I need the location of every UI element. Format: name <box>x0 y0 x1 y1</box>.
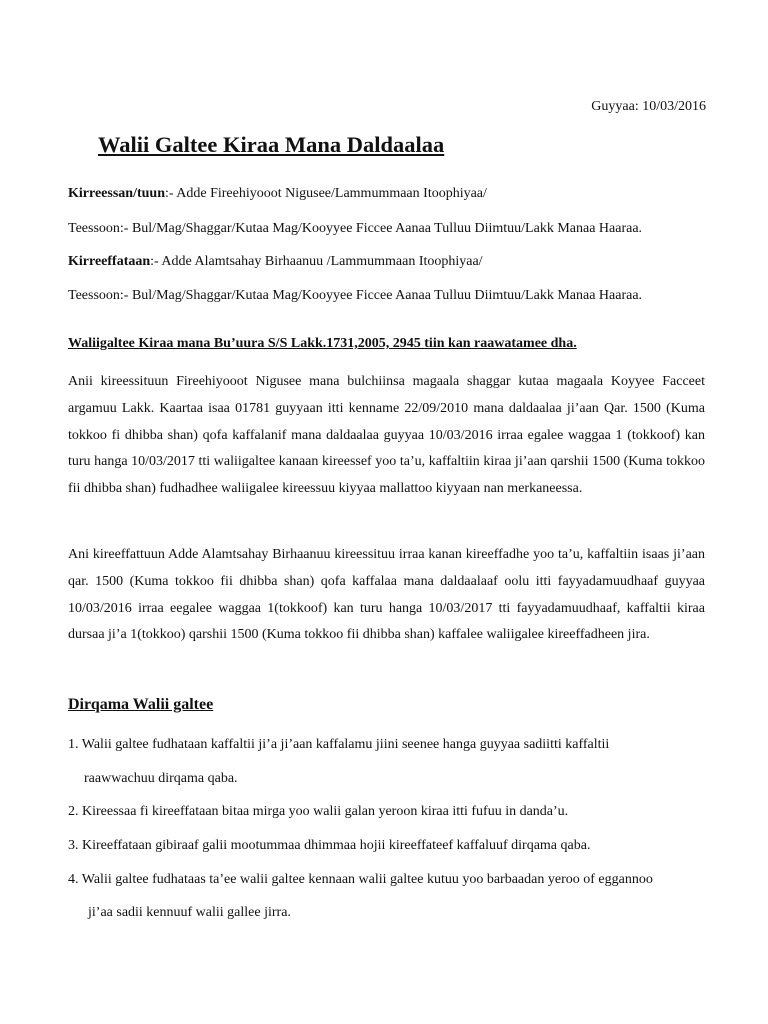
lessor-value: :- Adde Fireehiyooot Nigusee/Lammummaan Itoophiyaa/ <box>164 186 487 201</box>
document-title: Walii Galtee Kiraa Mana Daldaalaa <box>98 132 445 157</box>
lessor-paragraph: Anii kireessituun Fireehiyooot Nigusee mana bulchiinsa magaala shaggar kutaa magaala Koyyee Facceet argamuu Lakk. Kaartaa isaa 01781 guyyaan itti kenname 22/09/2010 mana daldaalaa ji’aan Qar. 1500 (Kuma tokkoo fi dhibba shan) qofa kaffalanif mana daldaalaa guyyaa 10/03/2016 irraa egalee waggaa 1 (tokkoof) kan turu hanga 10/03/2017 tti waliigaltee kanaan kireessef yoo ta’u, kaffaltiin kiraa ji’aan qarshii 1500 (Kuma tokkoo fii dhibba shan) fudhadhee waliigalee kireessuu kiyyaa mallattoo kiyyaan nan merkaneessa. <box>68 374 705 497</box>
condition-2: 2. Kireessaa fi kireeffataan bitaa mirga yoo walii galan yeroon kiraa itti fufuu in danda’u. <box>68 804 569 819</box>
lessor-label: Kirreessan/tuun <box>68 186 165 201</box>
lessee-value: :- Adde Alamtsahay Birhaanuu /Lammummaan Itoophiyaa/ <box>150 254 483 269</box>
lessee-line <box>68 254 483 271</box>
lessee-paragraph: Ani kireeffattuun Adde Alamtsahay Birhaanuu kireessituu irraa kanan kireeffadhe yoo ta’u, kaffaltiin isaas ji’aan qar. 1500 (Kuma tokkoo fii dhibba shan) qofa kaffalaa mana daldaalaaf oolu itti fayyadamuudhaaf guyyaa 10/03/2016 irraa eegalee waggaa 1(tokkoof) kan turu hanga 10/03/2017 tti fayyadamuudhaaf, kaffaltii kiraa dursaa ji’a 1(tokkoo) qarshii 1500 (Kuma tokkoo fii dhibba shan) kaffalee waliigalee kireeffadheen jira. <box>68 547 705 643</box>
condition-1-continued: raawwachuu dirqama qaba. <box>84 771 238 786</box>
condition-4-continued: ji’aa sadii kennuuf walii gallee jirra. <box>88 905 291 920</box>
lessor-line <box>68 186 487 203</box>
condition-3: 3. Kireeffataan gibiraaf galii mootummaa dhimmaa hojii kireeffateef kaffaluuf dirqama qaba. <box>68 838 591 853</box>
condition-4: 4. Walii galtee fudhataas ta’ee walii galtee kennaan walii galtee kutuu yoo barbaadan yeroo of eggannoo <box>68 872 653 887</box>
lessor-address: Teessoon:- Bul/Mag/Shaggar/Kutaa Mag/Kooyyee Ficcee Aanaa Tulluu Diimtuu/Lakk Manaa Haaraa. <box>68 221 643 236</box>
lessee-address: Teessoon:- Bul/Mag/Shaggar/Kutaa Mag/Kooyyee Ficcee Aanaa Tulluu Diimtuu/Lakk Manaa Haaraa. <box>68 288 643 303</box>
agreement-subheading: Waliigaltee Kiraa mana Bu’uura S/S Lakk.1731,2005, 2945 tiin kan raawatamee dha. <box>68 336 577 351</box>
condition-1: 1. Walii galtee fudhataan kaffaltii ji’a ji’aan kaffalamu jiini seenee hanga guyyaa sadiitti kaffaltii <box>68 737 610 752</box>
conditions-heading: Dirqama Walii galtee <box>68 696 214 713</box>
document-date: Guyyaa: 10/03/2016 <box>591 99 706 114</box>
lessee-label: Kirreeffataan <box>68 254 151 269</box>
